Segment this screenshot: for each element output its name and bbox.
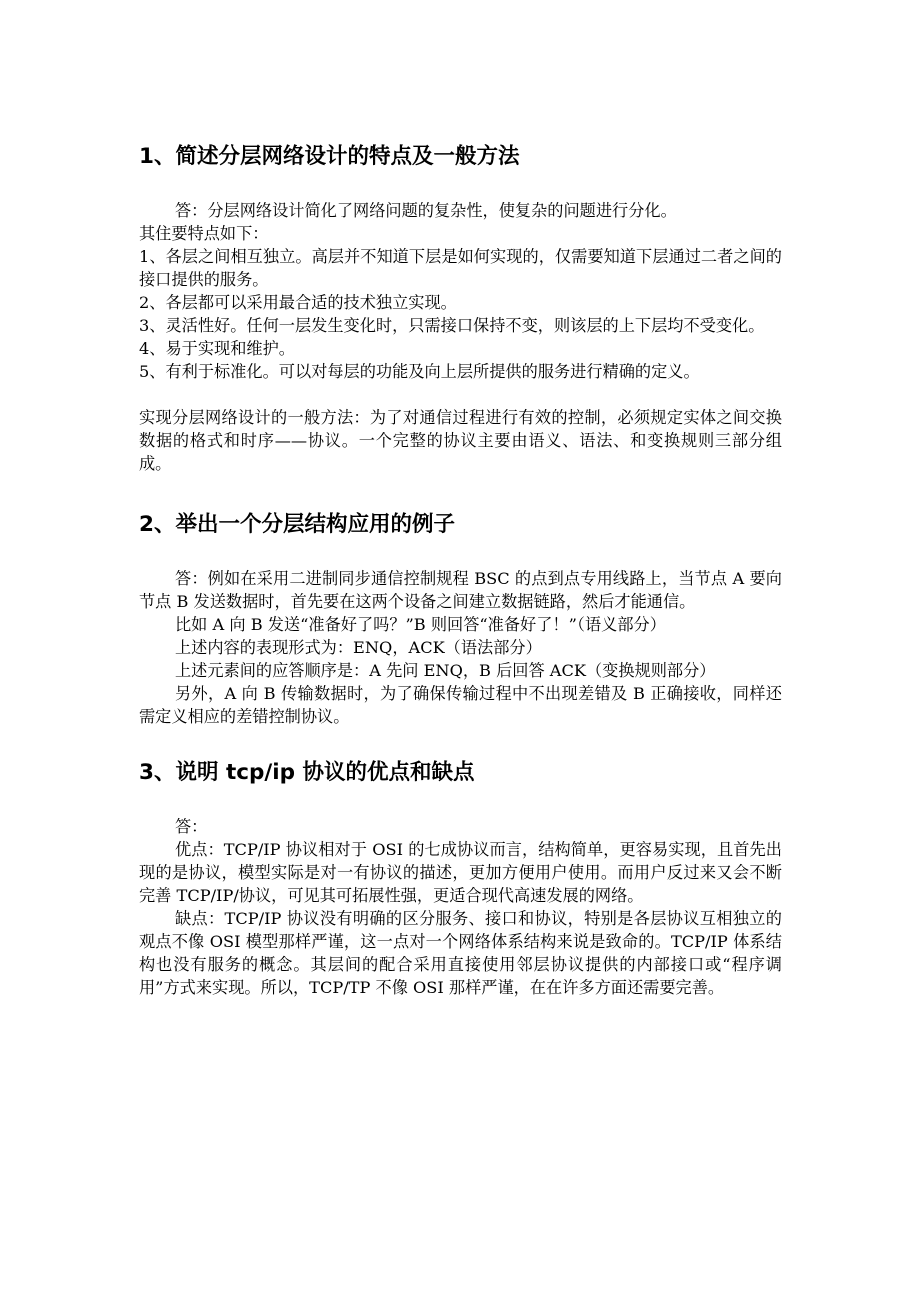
document-page (139, 0, 782, 999)
section-1-method: 实现分层网络设计的一般方法：为了对通信过程进行有效的控制，必须规定实体之间交换数据的格式和时序——协议。一个完整的协议主要由语义、语法、和变换规则三部分组成。 (139, 408, 782, 473)
section-1-features-intro: 其住要特点如下： (139, 224, 269, 243)
section-2-answer: 答：例如在采用二进制同步通信控制规程 BSC 的点到点专用线路上，当节点 A 要向节点 B 发送数据时，首先要在这两个设备之间建立数据链路，然后才能通信。 (139, 569, 782, 611)
section-1-feature-2: 2、各层都可以采用最合适的技术独立实现。 (139, 293, 457, 312)
section-2-syntax: 上述内容的表现形式为：ENQ，ACK（语法部分） (175, 638, 542, 657)
section-1-feature-4: 4、易于实现和维护。 (139, 339, 295, 358)
section-1-body (139, 199, 782, 475)
section-1-feature-1: 1、各层之间相互独立。高层并不知道下层是如何实现的，仅需要知道下层通过二者之间的接口提供的服务。 (139, 247, 782, 289)
section-3-title: 3、说明 tcp/ip 协议的优点和缺点 (139, 760, 475, 785)
section-2-rules: 上述元素间的应答顺序是：A 先问 ENQ，B 后回答 ACK（变换规则部分） (175, 661, 716, 680)
section-3-disadvantages: 缺点：TCP/IP 协议没有明确的区分服务、接口和协议，特别是各层协议互相独立的观点不像 OSI 模型那样严谨，这一点对一个网络体系结构来说是致命的。TCP/IP 体系结构也没有服务的概念。其层间的配合采用直接使用邻层协议提供的内部接口或“程序调用”方式来实现。所以，TCP/TP 不像 OSI 那样严谨，在在许多方面还需要完善。 (139, 909, 782, 997)
section-3-advantages: 优点：TCP/IP 协议相对于 OSI 的七成协议而言，结构简单，更容易实现，且首先出现的是协议，模型实际是对一有协议的描述，更加方便用户使用。而用户反过来又会不断完善 TCP/IP/协议，可见其可拓展性强，更适合现代高速发展的网络。 (139, 840, 782, 905)
section-1-answer: 答：分层网络设计简化了网络问题的复杂性，使复杂的问题进行分化。 (175, 201, 677, 220)
section-1-feature-5: 5、有利于标准化。可以对每层的功能及向上层所提供的服务进行精确的定义。 (139, 362, 700, 381)
section-2-body (139, 567, 782, 728)
section-1-feature-3: 3、灵活性好。任何一层发生变化时，只需接口保持不变，则该层的上下层均不受变化。 (139, 316, 765, 335)
section-2-semantics: 比如 A 向 B 发送“准备好了吗？”B 则回答“准备好了！”（语义部分） (175, 615, 666, 634)
section-1-title: 1、简述分层网络设计的特点及一般方法 (139, 144, 520, 169)
section-3-answer: 答： (175, 817, 208, 836)
section-2-error-control: 另外，A 向 B 传输数据时，为了确保传输过程中不出现差错及 B 正确接收，同样还需定义相应的差错控制协议。 (139, 684, 782, 726)
section-3-body (139, 815, 782, 999)
section-2-title: 2、举出一个分层结构应用的例子 (139, 512, 455, 537)
